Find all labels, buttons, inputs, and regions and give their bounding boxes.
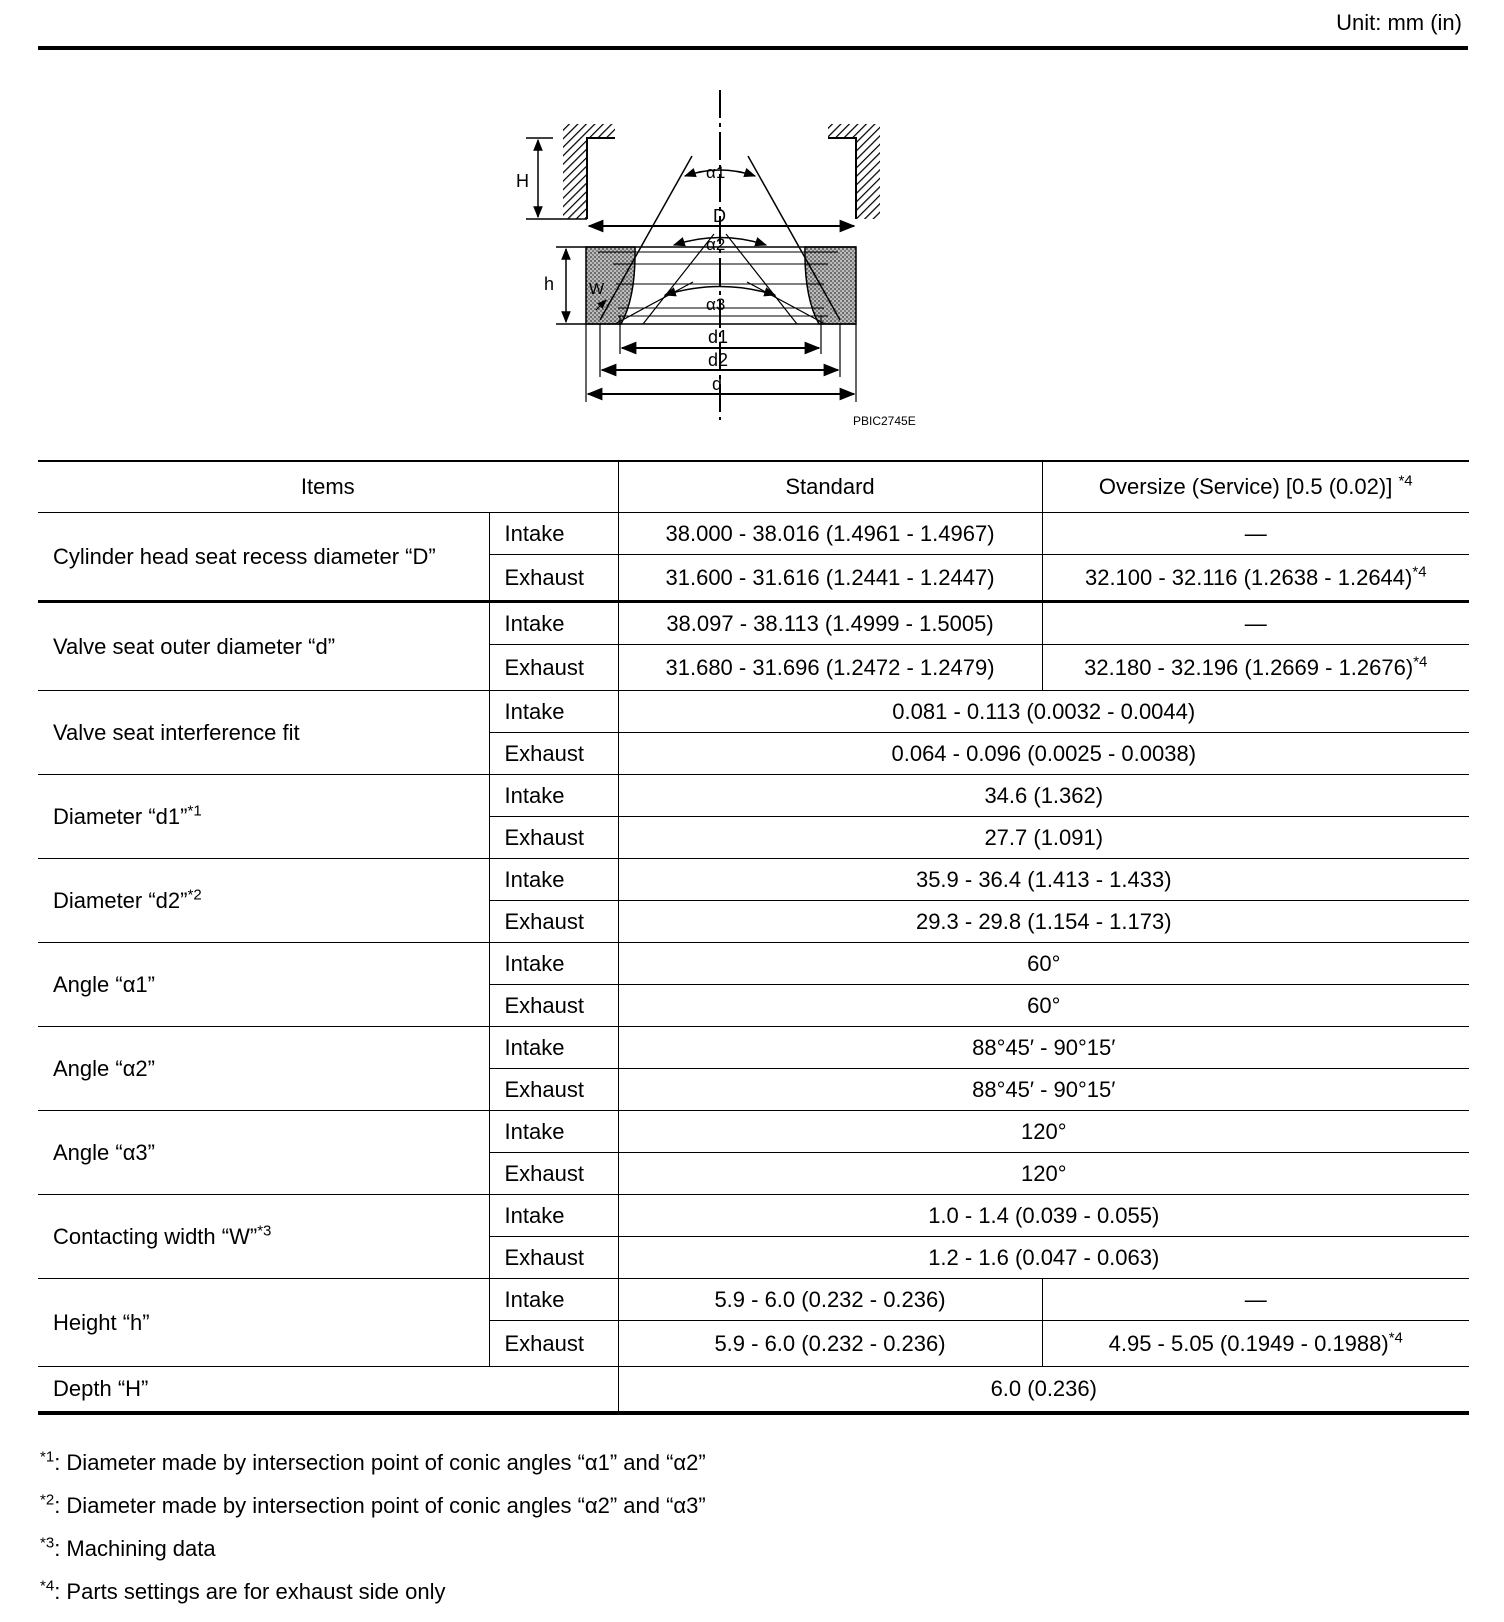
table-row [38, 691, 1469, 733]
footnotes [40, 1450, 706, 1622]
row-label-d: Valve seat outer diameter “d” [38, 602, 489, 691]
value-cell: 5.9 - 6.0 (0.232 - 0.236) [618, 1279, 1042, 1321]
header-items: Items [38, 461, 618, 513]
side-intake: Intake [489, 1111, 618, 1153]
value-cell: 60° [618, 985, 1469, 1027]
side-exhaust: Exhaust [489, 733, 618, 775]
table-row [38, 1367, 1469, 1414]
side-intake: Intake [489, 859, 618, 901]
dim-label-W: W [589, 281, 605, 298]
table-row [38, 1027, 1469, 1069]
dim-label-D: D [713, 206, 726, 226]
value-cell: — [1042, 602, 1469, 645]
value-cell: 31.680 - 31.696 (1.2472 - 1.2479) [618, 645, 1042, 691]
value-cell: 88°45′ - 90°15′ [618, 1069, 1469, 1111]
value-cell: 38.097 - 38.113 (1.4999 - 1.5005) [618, 602, 1042, 645]
value-cell: — [1042, 513, 1469, 555]
table-row [38, 1195, 1469, 1237]
row-label-a2: Angle “α2” [38, 1027, 489, 1111]
side-intake: Intake [489, 513, 618, 555]
value-cell: 4.95 - 5.05 (0.1949 - 0.1988)$^{*4}$ [1042, 1321, 1469, 1367]
top-rule [38, 46, 1468, 50]
row-label-d1: Diameter “d1”$^{*1}$ [38, 775, 489, 859]
row-label-a3: Angle “α3” [38, 1111, 489, 1195]
dim-label-d: d [712, 374, 723, 394]
row-label-h: Height “h” [38, 1279, 489, 1367]
unit-label: Unit: mm (in) [1336, 10, 1462, 35]
side-intake: Intake [489, 943, 618, 985]
valve-seat-diagram [38, 52, 1468, 462]
side-exhaust: Exhaust [489, 555, 618, 602]
row-label-d2: Diameter “d2”$^{*2}$ [38, 859, 489, 943]
row-label-H: Depth “H” [38, 1367, 618, 1414]
value-cell: 0.081 - 0.113 (0.0032 - 0.0044) [618, 691, 1469, 733]
value-cell: 1.2 - 1.6 (0.047 - 0.063) [618, 1237, 1469, 1279]
value-cell: 32.100 - 32.116 (1.2638 - 1.2644)$^{*4}$ [1042, 555, 1469, 602]
value-cell: 27.7 (1.091) [618, 817, 1469, 859]
side-intake: Intake [489, 691, 618, 733]
footnote-2: $^{*2}$: Diameter made by intersection point of conic angles “α2” and “α3” [40, 1491, 706, 1518]
value-cell: 32.180 - 32.196 (1.2669 - 1.2676)$^{*4}$ [1042, 645, 1469, 691]
row-label-fit: Valve seat interference fit [38, 691, 489, 775]
table-row [38, 775, 1469, 817]
valve-seat-spec-table [38, 460, 1469, 1415]
valve-seat-drawing [38, 52, 1468, 462]
angle-label-a2: α2 [706, 235, 726, 254]
value-cell: — [1042, 1279, 1469, 1321]
value-cell: 0.064 - 0.096 (0.0025 - 0.0038) [618, 733, 1469, 775]
row-label-a1: Angle “α1” [38, 943, 489, 1027]
side-exhaust: Exhaust [489, 1069, 618, 1111]
dim-label-d1: d1 [708, 327, 729, 347]
side-intake: Intake [489, 1027, 618, 1069]
diagram-code: PBIC2745E [853, 414, 916, 428]
value-cell: 88°45′ - 90°15′ [618, 1027, 1469, 1069]
table-row [38, 859, 1469, 901]
dim-label-H: H [516, 171, 529, 191]
value-cell: 6.0 (0.236) [618, 1367, 1469, 1414]
side-intake: Intake [489, 1195, 618, 1237]
side-exhaust: Exhaust [489, 817, 618, 859]
angle-label-a1: α1 [706, 163, 726, 182]
side-exhaust: Exhaust [489, 1237, 618, 1279]
footnote-3: $^{*3}$: Machining data [40, 1534, 216, 1561]
value-cell: 38.000 - 38.016 (1.4961 - 1.4967) [618, 513, 1042, 555]
footnote-1: $^{*1}$: Diameter made by intersection point of conic angles “α1” and “α2” [40, 1448, 706, 1475]
header-oversize: Oversize (Service) [0.5 (0.02)] $^{*4}$ [1042, 461, 1469, 513]
side-intake: Intake [489, 775, 618, 817]
row-label-D: Cylinder head seat recess diameter “D” [38, 513, 489, 602]
value-cell: 1.0 - 1.4 (0.039 - 0.055) [618, 1195, 1469, 1237]
table-row [38, 1279, 1469, 1321]
value-cell: 34.6 (1.362) [618, 775, 1469, 817]
dim-label-h: h [544, 274, 555, 294]
side-exhaust: Exhaust [489, 1321, 618, 1367]
value-cell: 31.600 - 31.616 (1.2441 - 1.2447) [618, 555, 1042, 602]
side-intake: Intake [489, 602, 618, 645]
value-cell: 120° [618, 1153, 1469, 1195]
table-row [38, 943, 1469, 985]
header-standard: Standard [618, 461, 1042, 513]
side-exhaust: Exhaust [489, 1153, 618, 1195]
side-exhaust: Exhaust [489, 901, 618, 943]
side-exhaust: Exhaust [489, 645, 618, 691]
angle-label-a3: α3 [706, 295, 726, 314]
table-row [38, 513, 1469, 555]
value-cell: 60° [618, 943, 1469, 985]
table-row [38, 602, 1469, 645]
value-cell: 29.3 - 29.8 (1.154 - 1.173) [618, 901, 1469, 943]
value-cell: 5.9 - 6.0 (0.232 - 0.236) [618, 1321, 1042, 1367]
dim-label-d2: d2 [708, 350, 729, 370]
table-row [38, 1111, 1469, 1153]
row-label-W: Contacting width “W”$^{*3}$ [38, 1195, 489, 1279]
table-header-row [38, 461, 1469, 513]
footnote-4: $^{*4}$: Parts settings are for exhaust side only [40, 1577, 446, 1604]
side-exhaust: Exhaust [489, 985, 618, 1027]
value-cell: 120° [618, 1111, 1469, 1153]
side-intake: Intake [489, 1279, 618, 1321]
value-cell: 35.9 - 36.4 (1.413 - 1.433) [618, 859, 1469, 901]
